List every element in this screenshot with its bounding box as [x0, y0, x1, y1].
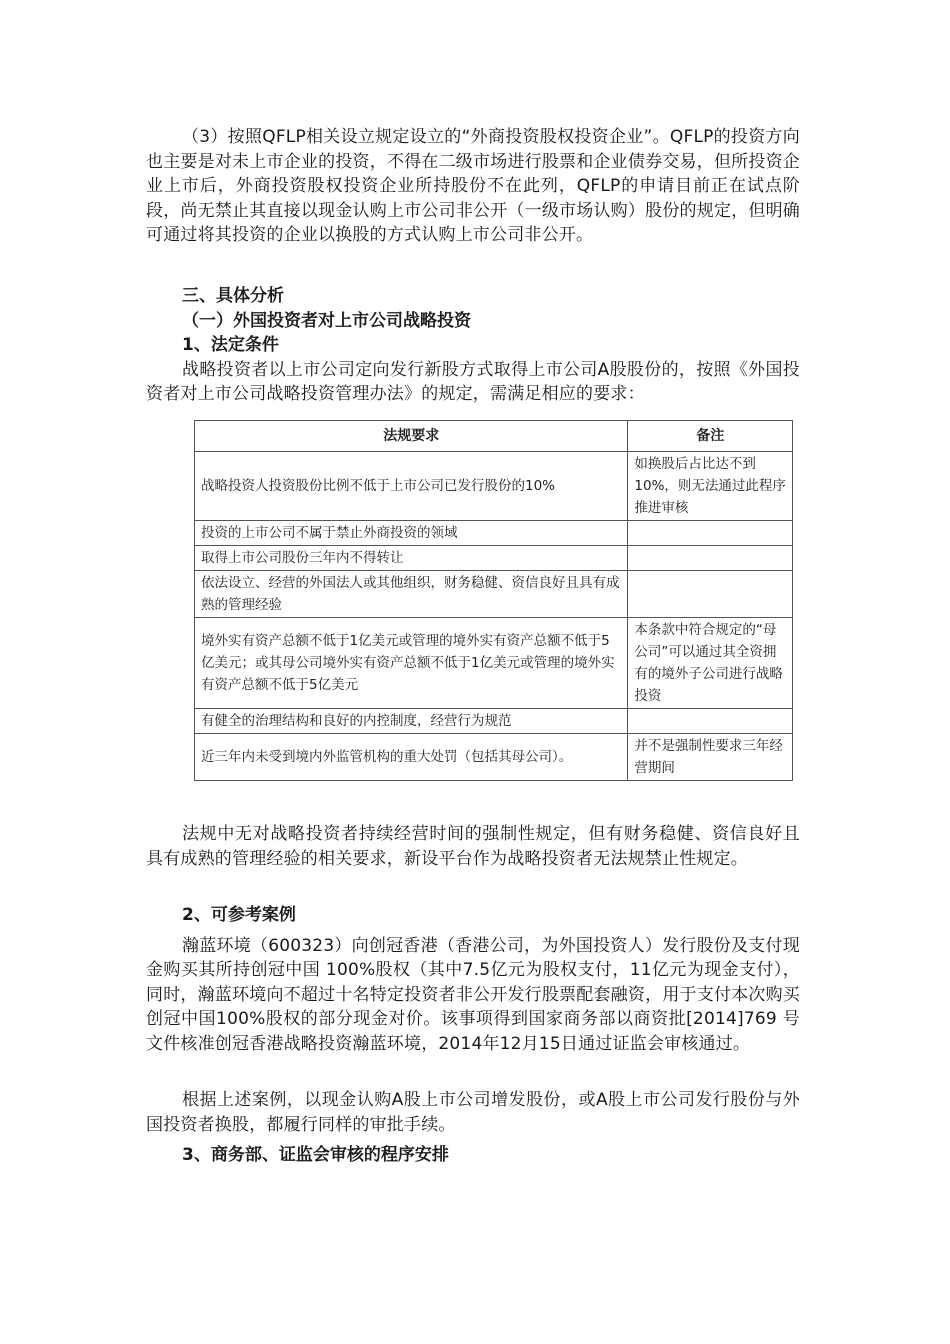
analysis-headings	[146, 284, 800, 407]
requirement-cell: 投资的上市公司不属于禁止外商投资的领域	[195, 521, 628, 546]
header-requirement: 法规要求	[195, 421, 628, 452]
heading-review-procedure: 3、商务部、证监会审核的程序安排	[182, 1145, 449, 1165]
heading-reference-case: 2、可参考案例	[182, 905, 296, 925]
requirement-cell: 有健全的治理结构和良好的内控制度，经营行为规范	[195, 709, 628, 734]
procedure-block	[146, 1143, 800, 1168]
note-cell: 并不是强制性要求三年经营期间	[628, 734, 793, 781]
note-cell	[628, 709, 793, 734]
note-cell	[628, 546, 793, 571]
heading-legal-conditions: 1、法定条件	[182, 335, 279, 355]
table-row	[195, 521, 793, 546]
note-cell: 本条款中符合规定的“母公司”可以通过其全资拥有的境外子公司进行战略投资	[628, 618, 793, 709]
after-table-block	[146, 822, 800, 871]
after-table-paragraph: 法规中无对战略投资者持续经营时间的强制性规定，但有财务稳健、资信良好且具有成熟的管理经验的相关要求，新设平台作为战略投资者无法规禁止性规定。	[146, 824, 800, 869]
case-conclusion-paragraph: 根据上述案例，以现金认购A股上市公司增发股份，或A股上市公司发行股份与外国投资者换股，都履行同样的审批手续。	[146, 1090, 800, 1135]
case-paragraph: 瀚蓝环境（600323）向创冠香港（香港公司，为外国投资人）发行股份及支付现金购买其所持创冠中国 100%股权（其中7.5亿元为股权支付，11亿元为现金支付），同时，瀚蓝环境向不超过十名特定投资者非公开发行股票配套融资，用于支付本次购买创冠中国100%股权的部分现金对价。该事项得到国家商务部以商资批[2014]769 号文件核准创冠香港战略投资瀚蓝环境，2014年12月15日通过证监会审核通过。	[146, 935, 800, 1054]
table-row	[195, 734, 793, 781]
note-cell: 如换股后占比达不到10%，则无法通过此程序推进审核	[628, 452, 793, 521]
table-header-row	[195, 421, 793, 452]
case-block	[146, 903, 800, 1056]
legal-conditions-paragraph: 战略投资者以上市公司定向发行新股方式取得上市公司A股股份的，按照《外国投资者对上市公司战略投资管理办法》的规定，需满足相应的要求：	[146, 359, 800, 404]
section-heading-analysis: 三、具体分析	[182, 286, 284, 306]
table-row	[195, 709, 793, 734]
table-row	[195, 546, 793, 571]
requirement-cell: 近三年内未受到境内外监管机构的重大处罚（包括其母公司）。	[195, 734, 628, 781]
requirement-cell: 依法设立、经营的外国法人或其他组织，财务稳健、资信良好且具有成熟的管理经验	[195, 571, 628, 618]
intro-paragraph: （3）按照QFLP相关设立规定设立的“外商投资股权投资企业”。QFLP的投资方向也主要是对未上市企业的投资，不得在二级市场进行股票和企业债券交易，但所投资企业上市后，外商投资股权投资企业所持股份不在此列，QFLP的申请目前正在试点阶段，尚无禁止其直接以现金认购上市公司非公开（一级市场认购）股份的规定，但明确可通过将其投资的企业以换股的方式认购上市公司非公开。	[146, 127, 800, 245]
requirements-table	[194, 420, 793, 781]
requirement-cell: 境外实有资产总额不低于1亿美元或管理的境外实有资产总额不低于5亿美元；或其母公司境外实有资产总额不低于1亿美元或管理的境外实有资产总额不低于5亿美元	[195, 618, 628, 709]
requirement-cell: 战略投资人投资股份比例不低于上市公司已发行股份的10%	[195, 452, 628, 521]
requirement-cell: 取得上市公司股份三年内不得转让	[195, 546, 628, 571]
header-note: 备注	[628, 421, 793, 452]
subsection-heading-strategic-investment: （一）外国投资者对上市公司战略投资	[182, 310, 471, 331]
note-cell	[628, 521, 793, 546]
conclusion-block	[146, 1088, 800, 1137]
table-row	[195, 452, 793, 521]
table-row	[195, 618, 793, 709]
intro-block	[146, 125, 800, 248]
note-cell	[628, 571, 793, 618]
table-row	[195, 571, 793, 618]
